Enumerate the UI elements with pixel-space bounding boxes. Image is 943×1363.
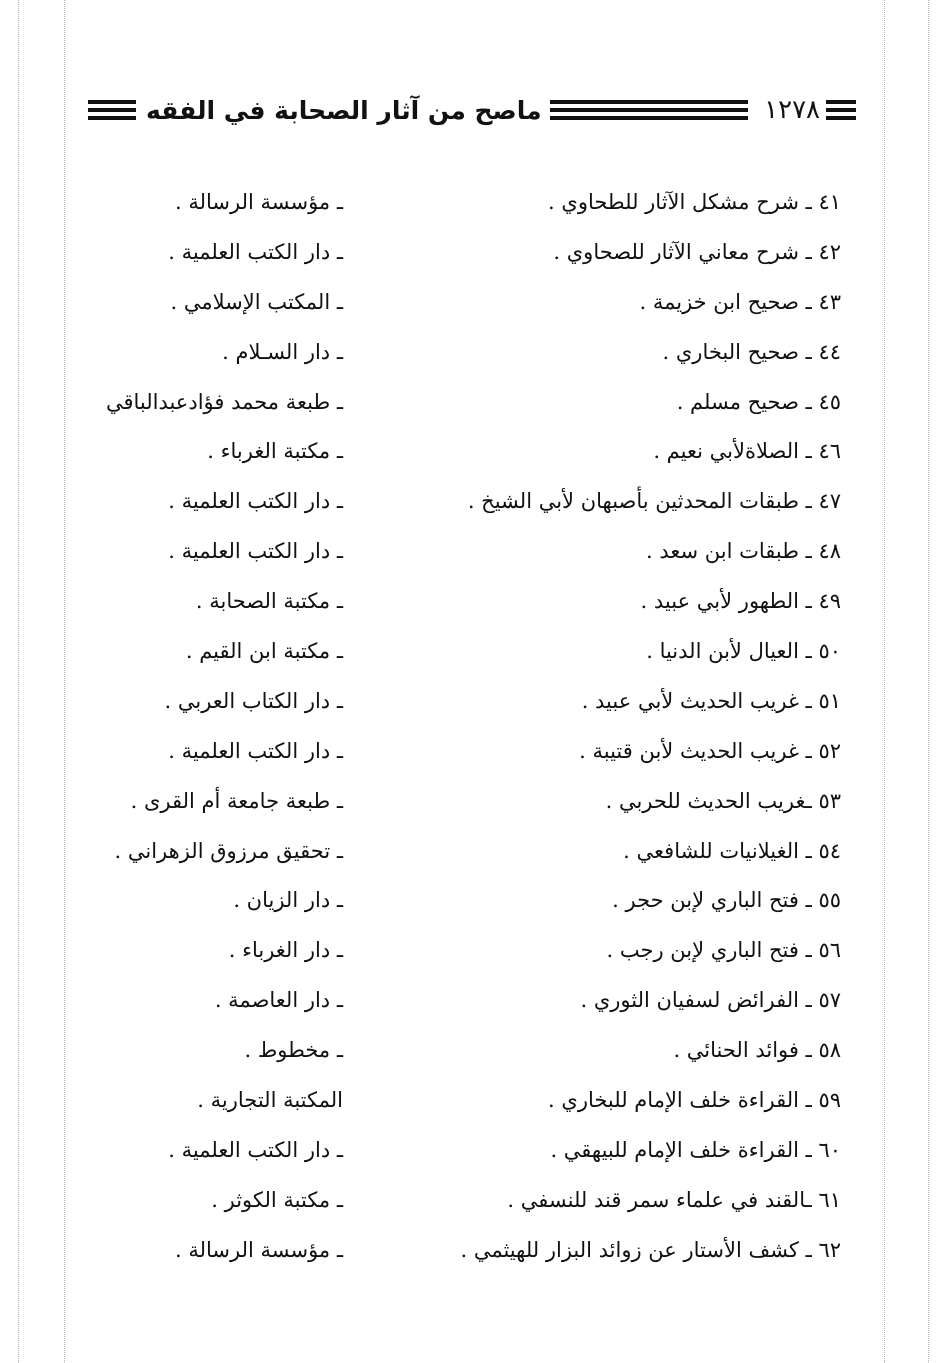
book-entry-title: ٤١ ـ شرح مشكل الآثار للطحاوي . <box>548 190 841 214</box>
book-entry-title: ٤٨ ـ طبقات ابن سعد . <box>645 539 841 564</box>
book-entry-publisher: ـ دار الكتب العلمية . <box>168 539 343 564</box>
book-entry-title: ٥٥ ـ فتح الباري لإبن حجر . <box>612 888 841 913</box>
header-rule-middle <box>550 100 749 120</box>
list-item <box>0 180 943 230</box>
book-entry-title: ٥٢ ـ غريب الحديث لأبن قتيبة . <box>579 738 841 763</box>
book-entry-title: ٥٠ ـ العيال لأبن الدنيا . <box>646 639 841 664</box>
book-entry-publisher: ـ دار الكتب العلمية . <box>168 239 343 264</box>
book-entry-title: ٥٣ ـغريب الحديث للحربي . <box>605 788 841 813</box>
book-entry-publisher: ـ دار الغرباء . <box>228 938 343 963</box>
book-entry-title: ٥٩ ـ القراءة خلف الإمام للبخاري . <box>548 1088 841 1113</box>
list-item <box>0 1028 943 1078</box>
book-entry-publisher: ـ دار الزيان . <box>233 888 343 913</box>
book-entry-publisher: ـ دار الكتب العلمية . <box>168 1137 343 1162</box>
header-rule-start <box>826 100 856 120</box>
book-entry-title: ٥٧ ـ الفرائض لسفيان الثوري . <box>580 988 841 1013</box>
book-entry-title: ٤٣ ـ صحيح ابن خزيمة . <box>639 289 841 314</box>
list-item <box>0 729 943 779</box>
book-entry-publisher: ـ دار الكتب العلمية . <box>168 738 343 763</box>
book-entry-publisher: ـ دار الكتاب العربي . <box>164 688 343 713</box>
book-entry-title: ٦٠ ـ القراءة خلف الإمام للبيهقي . <box>550 1137 841 1162</box>
book-title: ماصح من آثار الصحابة في الفقه <box>146 95 542 125</box>
list-item <box>0 1128 943 1178</box>
book-entry-title: ٤٧ ـ طبقات المحدثين بأصبهان لأبي الشيخ . <box>467 489 841 514</box>
list-item <box>0 280 943 330</box>
book-entry-publisher: ـ طبعة محمد فؤادعبدالباقي <box>105 389 343 414</box>
book-entry-publisher: ـ مكتبة ابن القيم . <box>185 639 343 664</box>
book-entry-publisher: ـ مؤسسة الرسالة . <box>174 1237 343 1262</box>
book-entry-publisher: ـ تحقيق مرزوق الزهراني . <box>114 838 343 863</box>
list-item <box>0 529 943 579</box>
list-item <box>0 579 943 629</box>
list-item <box>0 928 943 978</box>
book-entry-title: ٥٤ ـ الغيلانيات للشافعي . <box>623 838 841 863</box>
list-item <box>0 679 943 729</box>
list-item <box>0 978 943 1028</box>
book-entry-publisher: ـ دار العاصمة . <box>214 988 343 1013</box>
book-entry-publisher: ـ مكتبة الكوثر . <box>211 1187 343 1212</box>
book-entry-title: ٤٤ ـ صحيح البخاري . <box>662 339 841 364</box>
list-item <box>0 878 943 928</box>
list-item <box>0 479 943 529</box>
book-entry-title: ٥١ ـ غريب الحديث لأبي عبيد . <box>581 688 841 713</box>
book-entry-title: ٤٥ ـ صحيح مسلم . <box>676 389 841 414</box>
book-entry-publisher: ـ طبعة جامعة أم القرى . <box>130 788 343 813</box>
book-entry-title: ٥٨ ـ فوائد الحنائي . <box>673 1038 841 1063</box>
list-item <box>0 230 943 280</box>
list-item <box>0 429 943 479</box>
book-entry-publisher: ـ دار الكتب العلمية . <box>168 489 343 514</box>
list-item <box>0 1228 943 1278</box>
list-item <box>0 629 943 679</box>
book-entry-publisher: المكتبة التجارية . <box>197 1088 343 1113</box>
header-rule-end <box>88 100 136 120</box>
book-entry-publisher: ـ دار السـلام . <box>222 339 343 364</box>
list-item <box>0 380 943 430</box>
book-entry-publisher: ـ مؤسسة الرسالة . <box>174 190 343 214</box>
book-entry-publisher: ـ مكتبة الغرباء . <box>207 439 343 464</box>
book-entry-title: ٦١ ـالقند في علماء سمر قند للنسفي . <box>507 1187 841 1212</box>
list-item <box>0 1178 943 1228</box>
list-item <box>0 1078 943 1128</box>
list-item <box>0 330 943 380</box>
book-entry-publisher: ـ مخطوط . <box>244 1038 343 1063</box>
book-entry-title: ٦٢ ـ كشف الأستار عن زوائد البزار للهيثمي . <box>460 1237 841 1262</box>
book-entry-title: ٤٩ ـ الطهور لأبي عبيد . <box>640 589 841 614</box>
list-item <box>0 829 943 879</box>
page-header <box>88 84 856 136</box>
book-entry-publisher: ـ مكتبة الصحابة . <box>195 589 343 614</box>
book-entry-publisher: ـ المكتب الإسلامي . <box>170 289 343 314</box>
page-number: ١٢٧٨ <box>764 95 820 125</box>
book-entry-title: ٤٢ ـ شرح معاني الآثار للصحاوي . <box>553 239 841 264</box>
book-entry-title: ٥٦ ـ فتح الباري لإبن رجب . <box>606 938 841 963</box>
list-item <box>0 779 943 829</box>
bibliography-list <box>0 180 943 1278</box>
book-entry-title: ٤٦ ـ الصلاةلأبي نعيم . <box>653 439 841 464</box>
